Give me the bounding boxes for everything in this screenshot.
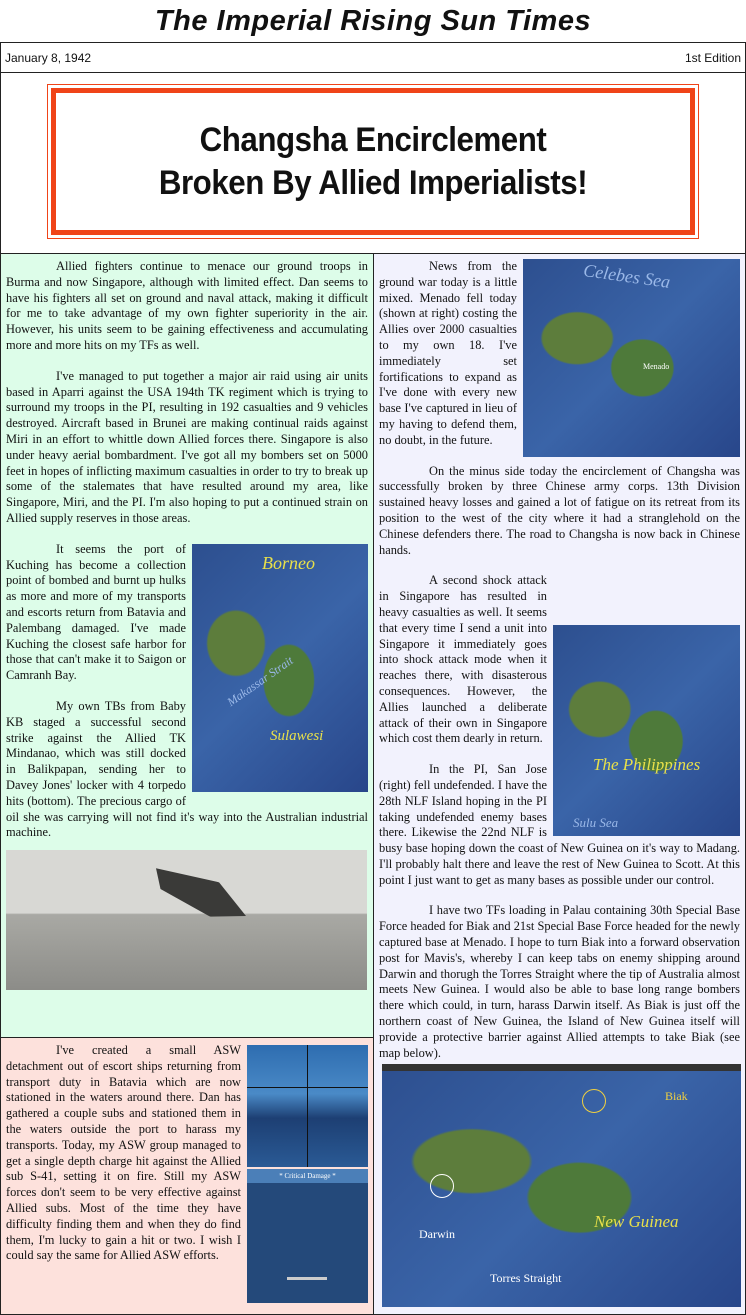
dateline	[0, 42, 746, 73]
article-paragraph: It seems the port of Kuching has become a collection point of bombed and burnt up hulks as more and more of my transports and escorts return from Batavia and Palembang damaged. I've made Kuching the closest safe harbor for those that can't make it to Saigon or Camranh Bay.	[6, 541, 186, 683]
biak-circle	[582, 1089, 606, 1113]
critical-damage-image	[247, 1169, 368, 1303]
article-paragraph: In the PI, San Jose (right) fell undefended. I have the 28th NLF Island hoping in the PI taking undefended enemy bases there. Likewise the 22nd NLF is busy base hoping down the coast of New Guinea on it's way to Madang. I'll probably halt there and leave the rest of New Guinea to Scott. At this point I just want to get as many bases as possible under our control.	[379, 762, 740, 887]
article-paragraph: A second shock attack in Singapore has resulted in heavy casualties as well. It seems that every time I send a unit into Singapore it immediately goes into shock attack mode when it reaches there, with disasterous consequences. However, the Allies launched a deliberate attack of their own in Singapore which cost them dearly in return.	[379, 573, 547, 746]
ship-silhouette	[156, 857, 246, 931]
philippines-map-image	[553, 625, 740, 836]
article-paragraph: Allied fighters continue to menace our ground troops in Burma and now Singapore, although with limited effect. Dan seems to have his fighters all set on ground and naval attack, making it difficult for me to take advantage of my own fighter superiority in the air. However, his units seem to be gaining effectiveness and accumulating more and more hits on my TFs as well.	[6, 259, 368, 352]
map-label-biak: Biak	[665, 1089, 688, 1103]
headline-cell	[0, 72, 746, 254]
asw-combat-images	[247, 1045, 368, 1303]
critical-damage-label: * Critical Damage *	[247, 1169, 368, 1183]
headline-line-1: Changsha Encirclement	[199, 120, 547, 159]
headline-frame	[51, 88, 695, 235]
darwin-circle	[430, 1174, 454, 1198]
article-paragraph: I've managed to put together a major air raid using air units based in Aparri against the USA 194th TK regiment which is trying to surround my troops in the PI, resulting in 192 casualties and 9 vehicles destroyed. Aircraft based in Brunei are making continual raids against Miri in an effort to whittle down Allied forces there. Singapore is also under heavy aerial bombardment. I've got all my bombers set on 5000 feet in hopes of inflicting maximum casualties in order to try to break up some of the stalemates that have resulted around my area, like Singapore, Miri, and the PI. I'm also hoping to put a continued strain on Allied supply reserves in those areas.	[6, 368, 368, 525]
game-toolbar	[382, 1064, 741, 1071]
map-label-celebes: Celebes Sea	[582, 260, 672, 292]
masthead-title: The Imperial Rising Sun Times	[154, 5, 592, 37]
menado-map-image	[523, 259, 740, 457]
map-label-torres: Torres Straight	[490, 1271, 562, 1285]
map-label-sulu: Sulu Sea	[573, 815, 619, 831]
map-label-new-guinea: New Guinea	[594, 1212, 679, 1231]
map-label-strait: Makassar Strait	[224, 653, 296, 709]
map-label-darwin: Darwin	[419, 1227, 455, 1241]
map-label-menado: Menado	[643, 362, 670, 371]
map-label-philippines: The Philippines	[593, 755, 701, 775]
article-paragraph: News from the ground war today is a little mixed. Menado fell today (shown at right) costing the Allies over 2000 casualties to my own 18. I've immediately set fortifications to expand as I've done with every new base I've captured in lieu of my having to defend them, no doubt, in the future.	[379, 259, 517, 447]
sinking-ship-photo	[6, 850, 367, 990]
edition: 1st Edition	[684, 50, 741, 65]
article-paragraph: My own TBs from Baby KB staged a successful second strike against the Allied TK Mindanao, which was still docked in Balikpapan, sending her to Davey Jones' locker with 4 torpedo hits (bottom). The precious cargo of oil she was carrying will not find it's way into the Australian industrial machine.	[6, 698, 368, 840]
new-guinea-map-image	[382, 1064, 741, 1307]
periscope-view-image	[247, 1045, 368, 1167]
right-column	[373, 253, 746, 1315]
borneo-map-image	[192, 544, 368, 792]
article-paragraph: On the minus side today the encirclement of Changsha was successfully broken by three Chinese army corps. 13th Division sustained heavy losses and gained a lot of fatigue on its retreat from its position to the west of the city where it had a stranglehold on the Chinese defenders there. The road to Changsha is now back in Chinese hands.	[379, 463, 740, 557]
article-paragraph: I have two TFs loading in Palau containing 30th Special Base Force headed for Biak and 21st Special Base Force headed for the newly captured base at Menado. I hope to turn Biak into a forward observation post for Mavis's, whereby I can keep tabs on enemy shipping around Darwin and thorugh the Torres Straight where the tip of Australia almost meets New Guinea. I would also be able to base long range bombers there which could, in turn, harass Darwin itself. As Biak is just off the northern coast of New Guinea, the Island of New Guinea itself will provide a protective barrier against Allied attempts to take Biak (see map below).	[379, 903, 740, 1060]
map-label-borneo: Borneo	[262, 552, 315, 573]
left-column-bottom	[0, 1037, 374, 1315]
map-label-sulawesi: Sulawesi	[270, 727, 324, 744]
issue-date: January 8, 1942	[5, 50, 92, 65]
article-paragraph: I've created a small ASW detachment out of escort ships returning from transport duty in Batavia which are now stationed in the waters around there. Dan has gathered a couple subs and stationed them in the waters outside the port to harass my transports. Today, my ASW group managed to get a single depth charge hit against the Allied sub S-41, setting it on fire. Still my ASW forces don't seem to be very effective against Allied subs. Most of the time they have difficulty finding them and when they do find them, I'm lucky to gain a hit or two. I wish I could say the same for Allied ASW efforts.	[6, 1043, 241, 1263]
left-column-top	[0, 253, 374, 1038]
headline-line-2: Broken By Allied Imperialists!	[158, 163, 588, 202]
